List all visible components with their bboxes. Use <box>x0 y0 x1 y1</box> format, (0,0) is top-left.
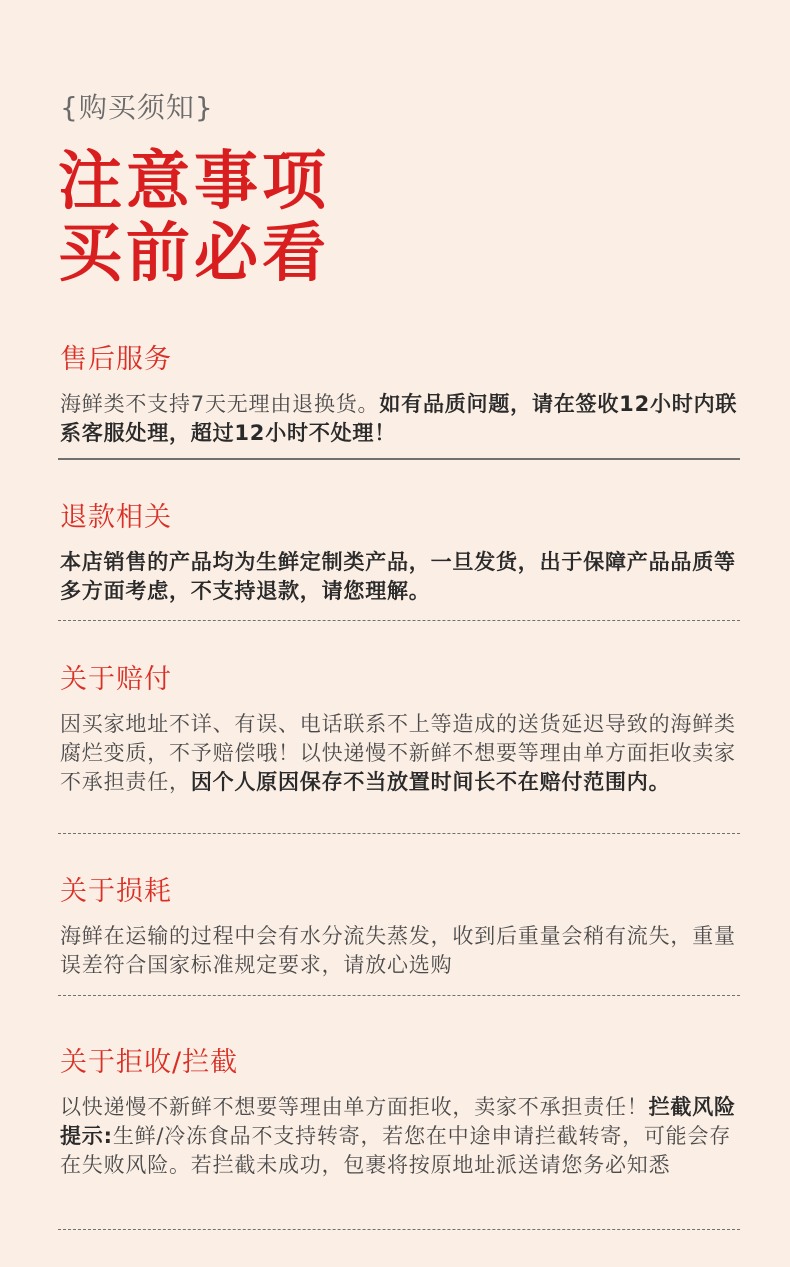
section-body <box>60 710 740 797</box>
section-compensation <box>60 662 740 797</box>
section-divider <box>58 833 740 834</box>
body-text: 海鲜类不支持7天无理由退换货。 <box>60 392 380 416</box>
section-divider <box>58 995 740 996</box>
section-rejection <box>60 1045 740 1180</box>
body-text: 因买家地址不详、有误、电话联系不上等造成的送货延迟导致的海鲜类腐烂变质，不予赔偿哦！以快递慢不新鲜不想要等理由单方面拒收卖家不承担责任， <box>60 712 736 794</box>
body-emphasis: 如有品质问题，请在签收12小时内联系客服处理，超过12小时不处理！ <box>60 392 738 445</box>
section-divider <box>58 620 740 621</box>
hero-title-line-1: 注意事项 <box>58 145 330 219</box>
section-body <box>60 548 740 606</box>
hero-title-line-2: 买前必看 <box>58 217 330 291</box>
body-text: 生鲜/冷冻食品不支持转寄，若您在中途申请拦截转寄，可能会存在失败风险。若拦截未成功，包裹将按原地址派送请您务必知悉 <box>60 1124 732 1177</box>
section-body <box>60 390 740 448</box>
body-text: 海鲜在运输的过程中会有水分流失蒸发，收到后重量会稍有流失，重量误差符合国家标准规定要求，请放心选购 <box>60 924 736 977</box>
body-text: 以快递慢不新鲜不想要等理由单方面拒收，卖家不承担责任！ <box>60 1095 649 1119</box>
section-title: 关于拒收/拦截 <box>60 1047 239 1078</box>
notice-tag: {购买须知} <box>60 91 214 124</box>
body-emphasis: 拦截风险提示: <box>60 1095 736 1148</box>
section-loss <box>60 874 740 980</box>
section-refund <box>60 500 740 606</box>
section-after-sales <box>60 342 740 448</box>
section-divider <box>58 458 740 460</box>
section-title: 退款相关 <box>60 502 172 533</box>
section-title: 关于赔付 <box>60 664 172 695</box>
section-divider <box>58 1229 740 1230</box>
section-body <box>60 1093 740 1180</box>
section-title: 关于损耗 <box>60 876 172 907</box>
section-body <box>60 922 740 980</box>
body-emphasis: 本店销售的产品均为生鲜定制类产品，一旦发货，出于保障产品品质等多方面考虑，不支持退款，请您理解。 <box>60 550 736 603</box>
hero-title <box>58 146 330 290</box>
section-title: 售后服务 <box>60 344 172 375</box>
body-emphasis: 因个人原因保存不当放置时间长不在赔付范围内。 <box>190 770 671 794</box>
